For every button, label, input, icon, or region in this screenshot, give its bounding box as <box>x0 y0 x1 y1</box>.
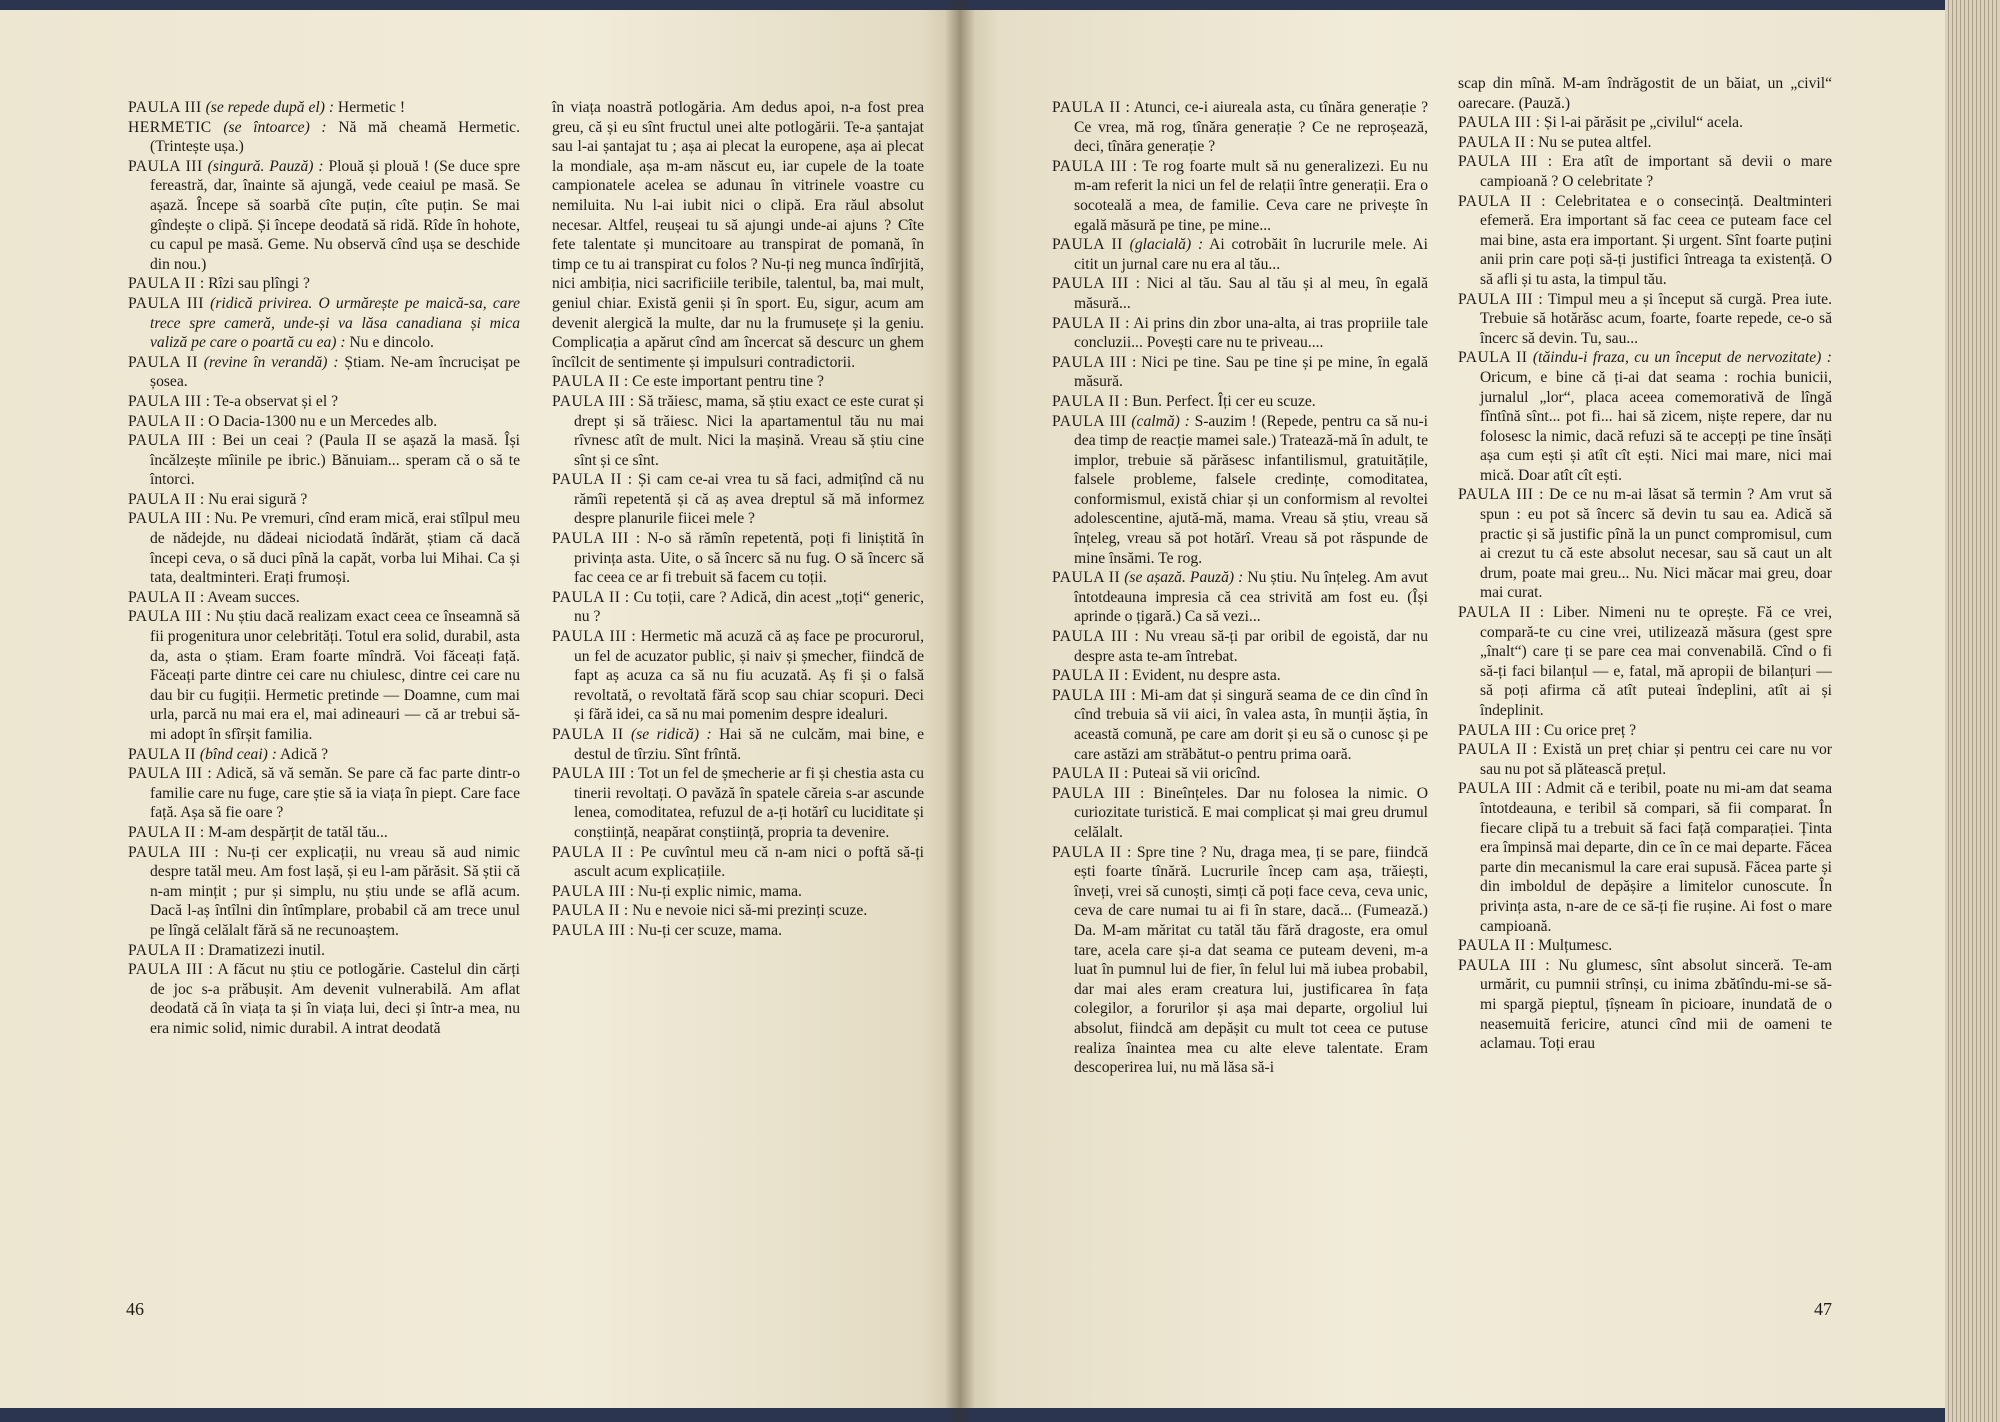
dialogue-line <box>128 353 520 392</box>
speaker-separator: : <box>195 275 209 293</box>
speaker-name: PAULA II <box>552 471 622 489</box>
dialogue-text: Timpul meu a și început să curgă. Prea iute. Trebuie să hotărăsc acum, foarte, foarte repede, ce-o să încerc să devin. Tu, sau... <box>1480 290 1832 347</box>
speaker-separator: : <box>1530 604 1553 622</box>
speaker-separator: : <box>201 392 214 410</box>
dialogue-line <box>1052 627 1428 666</box>
dialogue-line <box>1052 764 1428 784</box>
dialogue-line <box>128 843 520 941</box>
speaker-name: PAULA II <box>552 588 621 606</box>
dialogue-line <box>1458 133 1832 153</box>
dialogue-line <box>128 823 520 843</box>
stage-direction: (se așază. Pauză) : <box>1124 569 1244 587</box>
dialogue-text: Liber. Nimeni nu te oprește. Fă ce vrei, compară-te cu cine vrei, utilizează măsura (gest spre „înalt“) care ți se pare cea mai convenabilă. Cînd o fi să-ți faci bilanțul — e, fatal, mă apropii de bilanțuri — să poți afirma că atît puteai îndeplini, atît ai și îndeplinit. <box>1480 604 1832 719</box>
speaker-name: PAULA II <box>1458 349 1528 367</box>
dialogue-line <box>552 764 924 842</box>
dialogue-line <box>128 274 520 294</box>
speaker-name: PAULA II <box>1458 192 1532 210</box>
dialogue-text: Admit că e teribil, poate nu mi-am dat seama întotdeauna, e teribil să compari, să fii comparat. În fiecare clipă tu a trebuit să faci față comparației. Ținta era împinsă mai departe, din ce în ce mai departe. Făcea parte din mecanismul la care erai supusă. Făcea parte și din imboldul de depășire a limitelor cunoscute. În privința asta, n-are de ce să-ți fie rușine. Ai fost o mare campioană. <box>1480 780 1832 935</box>
dialogue-line <box>552 392 924 470</box>
speaker-separator: : <box>1126 353 1142 371</box>
dialogue-line <box>1052 235 1428 274</box>
speaker-separator: : <box>203 961 218 979</box>
speaker-separator: : <box>620 588 634 606</box>
speaker-name: PAULA II <box>128 823 196 841</box>
dialogue-line <box>1052 784 1428 843</box>
dialogue-text: Rîzi sau plîngi ? <box>208 275 310 293</box>
dialogue-line <box>1052 666 1428 686</box>
speaker-name: PAULA II <box>1052 99 1121 116</box>
speaker-separator: : <box>1121 843 1137 861</box>
dialogue-text: Atunci, ce-i aiureala asta, cu tînăra generație ? Ce vrea, mă rog, tînăra generație ? Ce ne reproșează, deci, tînăra generație ? <box>1074 99 1428 156</box>
dialogue-text: Nu erai sigură ? <box>208 490 308 508</box>
left-page-column-2 <box>552 98 924 941</box>
speaker-name: PAULA II <box>1458 133 1526 151</box>
dialogue-line <box>552 470 924 529</box>
speaker-separator: : <box>1119 765 1133 783</box>
dialogue-text: Există un preț chiar și pentru cei care nu vor sau nu pot să plătească prețul. <box>1480 741 1832 778</box>
dialogue-text: Evident, nu despre asta. <box>1132 667 1281 685</box>
dialogue-text: Celebritatea e o consecință. Dealtminteri efemeră. Era important să fac ceea ce puteam face cel mai bine, asta era important. Și urgent. Sînt foarte puțini anii prin care poți să-ți justifici întreaga ta existență. O să afli și tu asta, la timpul tău. <box>1480 192 1832 288</box>
speaker-separator: : <box>202 608 216 626</box>
speaker-name: PAULA II <box>1052 392 1120 410</box>
speaker-name: PAULA III <box>1458 780 1533 798</box>
dialogue-text: Cu orice preț ? <box>1543 721 1637 739</box>
speaker-name: PAULA III <box>552 765 626 783</box>
speaker-name: PAULA II <box>1458 741 1528 759</box>
dialogue-line <box>552 843 924 882</box>
speaker-name: PAULA II <box>1052 843 1122 861</box>
dialogue-text: Ai prins din zbor una-alta, ai tras propriile tale concluzii... Povești care nu te priveau.... <box>1074 314 1428 352</box>
dialogue-line <box>552 98 924 372</box>
dialogue-line <box>1458 152 1832 191</box>
dialogue-line <box>1458 192 1832 290</box>
speaker-name: PAULA II <box>1052 569 1121 587</box>
dialogue-line <box>128 941 520 961</box>
dialogue-text: scap din mînă. M-am îndrăgostit de un băiat, un „civil“ oarecare. (Pauză.) <box>1458 75 1832 112</box>
dialogue-text: Ce este important pentru tine ? <box>632 373 824 391</box>
dialogue-line <box>128 412 520 432</box>
speaker-separator: : <box>1531 192 1556 210</box>
speaker-separator: : <box>1532 780 1546 798</box>
speaker-separator <box>212 119 224 136</box>
dialogue-text: Adică ? <box>276 745 329 763</box>
dialogue-text: Pe cuvîntul meu că n-am nici o poftă să-ți ascult acum explicațiile. <box>574 843 924 881</box>
dialogue-text: Nu e dincolo. <box>345 334 434 352</box>
stage-direction: (revine în verandă) : <box>203 353 339 371</box>
stage-direction: (se întoarce) : <box>223 118 327 136</box>
speaker-name: PAULA II <box>552 726 624 743</box>
speaker-name: PAULA III <box>128 99 202 116</box>
speaker-name: PAULA II <box>128 353 198 371</box>
dialogue-text: Hermetic mă acuză că aș face pe procurorul, un fel de acuzator public, și naiv și șmecher, fiindcă de fapt aș acuza ca să nu fiu acuzată. Aș fi și o falsă revoltată, o revoltată fără scop sau chiar scopuri. Deci și fără idei, ca să nu mai pomenim despre idealuri. <box>574 628 925 724</box>
dialogue-line <box>128 431 520 490</box>
stage-direction: (glacială) : <box>1129 236 1204 254</box>
dialogue-line <box>1052 98 1428 157</box>
left-page-number: 46 <box>126 1299 144 1319</box>
dialogue-line <box>1052 843 1428 1078</box>
speaker-name: PAULA III <box>1052 628 1129 646</box>
speaker-name: PAULA III <box>128 765 203 783</box>
speaker-name: PAULA III <box>128 961 204 979</box>
speaker-name: PAULA III <box>1052 686 1127 704</box>
speaker-separator <box>624 726 631 743</box>
dialogue-text: Plouă și plouă ! (Se duce spre fereastră, dar, înainte să ajungă, vede ceaiul pe masă. Se așază. Începe să soarbă cîte puțin, cîte puțin. Se mai gîndește o clipă. Și începe deodată să ridă. Rîde în hohote, cu capul pe masă. Geme. Nu observă cînd ușa se deschide din nou.) <box>150 157 521 273</box>
dialogue-line <box>552 901 924 921</box>
speaker-name: PAULA III <box>1458 290 1534 308</box>
speaker-separator: : <box>619 902 633 920</box>
dialogue-text: Nu-ți cer scuze, mama. <box>637 921 782 939</box>
dialogue-text: Mulțumesc. <box>1538 937 1613 955</box>
speaker-name: PAULA III <box>1052 157 1128 175</box>
dialogue-text: Cu toții, care ? Adică, din acest „toți“ generic, nu ? <box>574 588 924 626</box>
dialogue-line <box>128 764 520 823</box>
speaker-separator: : <box>625 765 639 783</box>
dialogue-line <box>128 960 520 1038</box>
dialogue-text: Nu-ți explic nimic, mama. <box>637 882 802 900</box>
dialogue-line <box>1052 157 1428 235</box>
speaker-name: PAULA III <box>1052 353 1127 371</box>
dialogue-text: De ce nu m-ai lăsat să termin ? Am vrut să spun : eu pot să încerc să devin tu sau ea. Adică să practic și să justific pînă la un punct compromisul, cum ai crezut tu că este absolut necesar, sau să caut un alt drum, poate mai greu... Nu. Nici măcar mai greu, doar mai curat. <box>1480 486 1832 602</box>
dialogue-line <box>1458 603 1832 721</box>
dialogue-line <box>128 509 520 587</box>
stage-direction: (ridică privirea. O urmărește pe maică-sa, care trece spre cameră, unde-și va lăsa canadiana și mica valiză pe care o poartă cu ea) : <box>150 294 520 352</box>
dialogue-line <box>128 745 520 765</box>
dialogue-text: Nu se putea altfel. <box>1538 133 1652 151</box>
dialogue-line <box>1458 721 1832 741</box>
speaker-name: PAULA II <box>128 941 196 959</box>
dialogue-line <box>128 118 520 157</box>
speaker-separator: : <box>1527 741 1543 759</box>
speaker-name: PAULA III <box>552 921 626 939</box>
speaker-separator: : <box>195 490 209 508</box>
speaker-name: PAULA III <box>128 608 203 626</box>
left-page <box>0 10 960 1408</box>
dialogue-line <box>1052 686 1428 764</box>
dialogue-text: Bei un ceai ? (Paula II se așază la masă. Își încălzește mîinile pe ibric.) Bănuiam... speram că o să te întorci. <box>150 432 520 489</box>
speaker-separator: : <box>1128 628 1146 646</box>
dialogue-text: Bun. Perfect. Îți cer eu scuze. <box>1132 392 1316 410</box>
speaker-name: PAULA II <box>128 275 196 293</box>
dialogue-text: Nu știu. Nu înțeleg. Am avut întotdeauna impresia că cea strivită am fost eu. (Își aprinde o țigară.) Ca să vezi... <box>1074 569 1428 626</box>
dialogue-text: Bineînțeles. Dar nu folosea la nimic. O curiozitate turistică. E mai complicat și mai greu drumul celălalt. <box>1074 784 1429 841</box>
right-page-number: 47 <box>1814 1299 1832 1319</box>
stage-direction: (tăindu-i fraza, cu un început de nervozitate) : <box>1532 349 1832 367</box>
speaker-separator: : <box>1120 314 1134 332</box>
dialogue-text: Era atît de important să devii o mare campioană ? O celebritate ? <box>1480 153 1833 190</box>
dialogue-text: O Dacia-1300 nu e un Mercedes alb. <box>208 412 438 430</box>
speaker-name: PAULA III <box>552 392 626 410</box>
speaker-name: PAULA III <box>1458 956 1537 974</box>
speaker-separator: : <box>1120 99 1134 116</box>
speaker-separator: : <box>195 823 209 841</box>
stage-direction: (singură. Pauză) : <box>207 157 324 175</box>
dialogue-line <box>552 627 924 725</box>
speaker-separator: : <box>1533 290 1548 308</box>
dialogue-text: Să trăiesc, mama, să știu exact ce este curat și drept și să trăiesc. Nici la apartamentul tău nu mai rîvnesc atît de mult. Nici la mașină. Vreau să știu cine sînt și ce sînt. <box>574 392 924 469</box>
dialogue-text: Nu e nevoie nici să-mi prezinți scuze. <box>632 902 868 920</box>
dialogue-line <box>128 490 520 510</box>
speaker-separator: : <box>628 530 648 548</box>
speaker-separator: : <box>202 765 216 783</box>
speaker-separator: : <box>625 392 639 410</box>
dialogue-text: Nă mă cheamă Hermetic. (Trintește ușa.) <box>150 118 520 156</box>
dialogue-line <box>1458 936 1832 956</box>
dialogue-line <box>552 588 924 627</box>
dialogue-text: Te rog foarte mult să nu generalizezi. Eu nu m-am referit la nici un fel de relații între generații. Era o socoteală a mea, de familie. Ceva care ne privește în egală măsură pe tine, pe mine... <box>1074 157 1428 234</box>
speaker-name: PAULA II <box>552 843 623 861</box>
stage-direction: (se repede după el) : <box>205 99 335 116</box>
speaker-separator: : <box>1525 133 1539 151</box>
speaker-separator: : <box>201 510 215 528</box>
dialogue-text: Nici al tău. Sau al tău și al meu, în egală măsură... <box>1074 275 1428 312</box>
speaker-name: PAULA III <box>1052 412 1127 430</box>
speaker-separator: : <box>1537 153 1563 171</box>
dialogue-line <box>552 921 924 941</box>
dialogue-line <box>552 882 924 902</box>
speaker-name: PAULA III <box>128 510 202 528</box>
stage-direction: (bînd ceai) : <box>199 745 277 763</box>
page-edges <box>1945 0 2000 1422</box>
speaker-separator: : <box>1533 486 1550 504</box>
dialogue-line <box>1052 314 1428 353</box>
speaker-name: PAULA II <box>128 588 196 606</box>
speaker-separator: : <box>195 941 209 959</box>
dialogue-text: Dramatizezi inutil. <box>208 941 326 959</box>
dialogue-text: Nu știu dacă realizam exact ceea ce înseamnă să fii progenitura unor celebrități. Totul era solid, durabil, asta da, asta o știam. Eram foarte mîndră. Voi făceați față. Făceați parte dintre cei care nu chiulesc, dintre cei care nu dau bir cu fugiții. Hermetic pretinde — Doamne, cum mai urla, parcă nu mai era el, mai adineauri — că ar trebui să-mi adopt în sfîrșit familia. <box>150 608 520 743</box>
dialogue-line <box>1458 74 1832 113</box>
right-page-column-1 <box>1052 98 1428 1078</box>
dialogue-text: Ai cotrobăit în lucrurile mele. Ai citit un jurnal care nu era al tău... <box>1074 236 1428 273</box>
dialogue-line <box>128 98 520 118</box>
speaker-separator: : <box>621 471 638 489</box>
dialogue-line <box>128 588 520 608</box>
speaker-name: PAULA III <box>1458 721 1532 739</box>
speaker-name: PAULA III <box>128 432 205 450</box>
dialogue-text: Și l-ai părăsit pe „civilul“ acela. <box>1543 114 1743 132</box>
speaker-separator: : <box>1126 686 1141 704</box>
speaker-separator: : <box>625 882 638 900</box>
speaker-name: PAULA III <box>1052 784 1131 802</box>
speaker-separator: : <box>206 843 227 861</box>
speaker-name: PAULA II <box>1052 314 1121 332</box>
stage-direction: (se ridică) : <box>630 726 712 743</box>
speaker-separator: : <box>626 628 641 646</box>
speaker-name: PAULA II <box>552 902 620 920</box>
stage-direction: (calmă) : <box>1131 412 1190 430</box>
dialogue-line <box>1458 740 1832 779</box>
speaker-separator: : <box>619 373 633 391</box>
speaker-name: PAULA II <box>1458 937 1526 955</box>
dialogue-line <box>1458 956 1832 1054</box>
dialogue-text: Adică, să vă semăn. Se pare că fac parte dintr-o familie care nu fuge, care știe să ia viața în piept. Care face față. Așa să fie oare ? <box>150 765 521 822</box>
dialogue-text: Te-a observat și el ? <box>213 392 338 410</box>
dialogue-text: Nu vreau să-ți par oribil de egoistă, dar nu despre asta te-am întrebat. <box>1074 628 1428 665</box>
speaker-name: PAULA II <box>128 745 196 763</box>
speaker-name: PAULA III <box>128 392 202 410</box>
dialogue-text: Spre tine ? Nu, draga mea, ți se pare, fiindcă ești foarte tînără. Lucrurile încep cam așa, trăiești, înveți, vrei să cunoști, simți că poți face ceva, ceva unic, ceva de care numai tu ai fi în stare, dacă... (Fumează.) Da. M-am măritat cu tatăl tău fără dragoste, era omul tare, acela care și-a dat seama ce puteam deveni, m-a luat în pumnul lui de fier, în felul lui mă iubea probabil, dar mai ales eram creatura lui, justificarea în fața colegilor, a forurilor și așa mai departe, orgoliul lui absolut, fiindcă am depășit cu mult tot ceea ce putuse realiza înaintea mea cu alte eleve talentate. Eram descoperirea lui, nu mă lăsa să-i <box>1074 843 1428 1077</box>
dialogue-text: Oricum, e bine că ți-ai dat seama : rochia bunicii, jurnalul „lor“, placa aceea comemorativă de lîngă fîntînă sînt... pot fi... hai să zicem, niște repere, dar nu folosesc la nimic, dacă refuzi să te accepți pe tine însăți așa cum ești și atît cît ești. Nici mai mare, nici mai mică. Doar atît cît ești. <box>1480 368 1832 484</box>
speaker-name: PAULA III <box>1458 153 1538 171</box>
speaker-name: PAULA II <box>128 412 196 430</box>
dialogue-line <box>1458 779 1832 936</box>
speaker-name: PAULA II <box>552 373 620 391</box>
speaker-separator: : <box>1531 721 1544 739</box>
speaker-name: PAULA II <box>1458 604 1531 622</box>
speaker-separator: : <box>1531 114 1544 132</box>
speaker-name: PAULA III <box>1052 275 1129 293</box>
speaker-name: PAULA III <box>128 157 203 175</box>
dialogue-text: Știam. Ne-am încrucișat pe șosea. <box>150 353 520 391</box>
speaker-name: HERMETIC <box>128 118 212 136</box>
dialogue-text: Și cam ce-ai vrea tu să faci, admițînd că nu rămîi repetentă și că aș avea dreptul să mă informez despre planurile fiicei mele ? <box>574 471 924 528</box>
speaker-name: PAULA III <box>128 843 207 861</box>
dialogue-text: N-o să rămîn repetentă, poți fi liniștită în privința asta. Uite, o să încerc să nu fug. O să încerc să fac ceea ce ar fi trebuit să facem cu toții. <box>574 530 924 587</box>
dialogue-line <box>552 529 924 588</box>
speaker-name: PAULA II <box>1052 765 1120 783</box>
speaker-separator: : <box>622 843 641 861</box>
dialogue-line <box>552 372 924 392</box>
dialogue-line <box>128 294 520 353</box>
dialogue-line <box>552 725 924 764</box>
book-gutter <box>945 0 975 1422</box>
speaker-name: PAULA II <box>128 490 196 508</box>
dialogue-line <box>1458 290 1832 349</box>
speaker-separator: : <box>1119 667 1133 685</box>
dialogue-line <box>1052 568 1428 627</box>
dialogue-text: Nici pe tine. Sau pe tine și pe mine, în egală măsură. <box>1074 353 1428 391</box>
speaker-name: PAULA III <box>552 628 627 646</box>
dialogue-text: Aveam succes. <box>207 588 300 606</box>
speaker-name: PAULA III <box>1458 486 1534 504</box>
left-page-column-1 <box>128 98 520 1039</box>
speaker-separator: : <box>1536 956 1559 974</box>
dialogue-text: Hermetic ! <box>334 99 406 116</box>
dialogue-line <box>128 157 520 275</box>
speaker-separator: : <box>1130 784 1154 802</box>
dialogue-text: A făcut nu știu ce potlogărie. Castelul din cărți de joc s-a prăbușit. Am devenit vulnerabilă. Am aflat deodată că în viața ta și în viața lui, deci și într-a mea, nu era nimic solid, nimic durabil. A intrat deodată <box>150 961 520 1037</box>
speaker-separator: : <box>1127 157 1143 175</box>
right-page-column-2 <box>1458 74 1832 1054</box>
dialogue-line <box>1458 113 1832 133</box>
speaker-separator: : <box>204 432 223 450</box>
dialogue-text: în viața noastră potlogăria. Am dedus apoi, n-a fost prea greu, că și eu sînt fructul unei alte potlogării. Te-a șantajat sau l-ai șantajat tu ; așa ai plecat la europene, așa ai plecat la mondiale, așa m-am născut eu, iar cupele de la toate campionatele acelea se adunau în vitrinele voastre cu nemiluita. Nu l-ai iubit nici o clipă. Era răul absolut necesar. Altfel, reușeai tu să ajungi unde-ai ajuns ? Cîte fete talentate și muncitoare au transpirat de pomană, în timp ce tu ai transpirat cu folos ? Nu-ți neg munca îndîrjită, nici ambiția, nici sacrificiile teribile, talentul, ba, mai mult, geniul chiar. Există genii și în sport. Eu, sigur, acum am devenit alergică la multe, dar nu la frumusețe și la geniu. Complicația a apărut cînd am încercat să descurc un ghem încîlcit de sentimente și impulsuri contradictorii. <box>552 99 924 371</box>
speaker-separator: : <box>195 412 209 430</box>
dialogue-line <box>1458 485 1832 603</box>
speaker-name: PAULA III <box>552 530 629 548</box>
dialogue-line <box>1052 353 1428 392</box>
dialogue-line <box>128 392 520 412</box>
speaker-name: PAULA III <box>128 294 204 312</box>
dialogue-text: Puteai să vii oricînd. <box>1132 765 1261 783</box>
dialogue-text: Tot un fel de șmecherie ar fi și chestia asta cu tinerii revoltați. O pavăză în spatele căreia s-ar ascunde lenea, comoditatea, refuzul de a-ți hotărî cu luciditate și conștiință, neapărat conștiință, propria ta devenire. <box>574 765 924 841</box>
dialogue-text: Nu. Pe vremuri, cînd eram mică, erai stîlpul meu de nădejde, nu dădeai niciodată îndărăt, știam că dacă începi ceva, o să duci pînă la capăt, vorba lui Mihai. Ca și tata, dealtminteri. Erați frumoși. <box>150 510 520 587</box>
speaker-name: PAULA III <box>552 882 626 900</box>
dialogue-text: S-auzim ! (Repede, pentru ca să nu-i dea timp de reacție mamei sale.) Tratează-mă în adult, te implor, trebuie să părăsesc infantilismul, gratuitățile, falsele probleme, falsele credințe, comoditatea, conformismul, există chiar și un conformism al revoltei adolescentine, ajută-mă, mama. Vreau să știu, vreau să înțeleg, vreau să pot hotărî. Vreau să pot răspunde de mine însămi. Te rog. <box>1074 412 1428 567</box>
speaker-separator: : <box>1119 392 1133 410</box>
dialogue-text: Hai să ne culcăm, mai bine, e destul de tîrziu. Sînt frîntă. <box>574 726 925 763</box>
right-page <box>960 10 1945 1408</box>
dialogue-text: M-am despărțit de tatăl tău... <box>208 823 388 841</box>
speaker-separator: : <box>1525 937 1539 955</box>
speaker-name: PAULA III <box>1458 114 1532 132</box>
dialogue-line <box>1052 392 1428 412</box>
speaker-separator: : <box>1128 275 1147 293</box>
dialogue-line <box>1052 412 1428 569</box>
dialogue-line <box>1052 274 1428 313</box>
dialogue-text: Mi-am dat și singură seama de ce din cînd în cînd trebuia să vii aici, în valea asta, în munții ăștia, în această comună, pe care am dorit și eu să o cunosc și pe care astăzi am străbătut-o pentru prima oară. <box>1074 686 1428 763</box>
dialogue-text: Nu-ți cer explicații, nu vreau să aud nimic despre tatăl meu. Am fost lașă, și eu l-am părăsit. Să știi că n-am mințit ; pur și simplu, nu știu unde se află acum. Dacă l-aș întîlni din întîmplare, probabil că am trece unul pe lîngă celălalt fără să ne recunoaștem. <box>150 843 520 939</box>
speaker-separator <box>1123 236 1130 253</box>
dialogue-line <box>1458 348 1832 485</box>
speaker-name: PAULA II <box>1052 667 1120 685</box>
speaker-separator: : <box>625 921 638 939</box>
speaker-separator: : <box>195 588 208 606</box>
dialogue-line <box>128 607 520 744</box>
dialogue-text: Nu glumesc, sînt absolut sinceră. Te-am urmărit, cu pumnii strînși, cu inima zbătîndu-mi-se să-mi spargă pieptul, țîșneam în picioare, inundată de o neasemuită fericire, atunci cînd mii de oameni te aclamau. Toți erau <box>1480 956 1832 1053</box>
speaker-name: PAULA II <box>1052 236 1123 254</box>
